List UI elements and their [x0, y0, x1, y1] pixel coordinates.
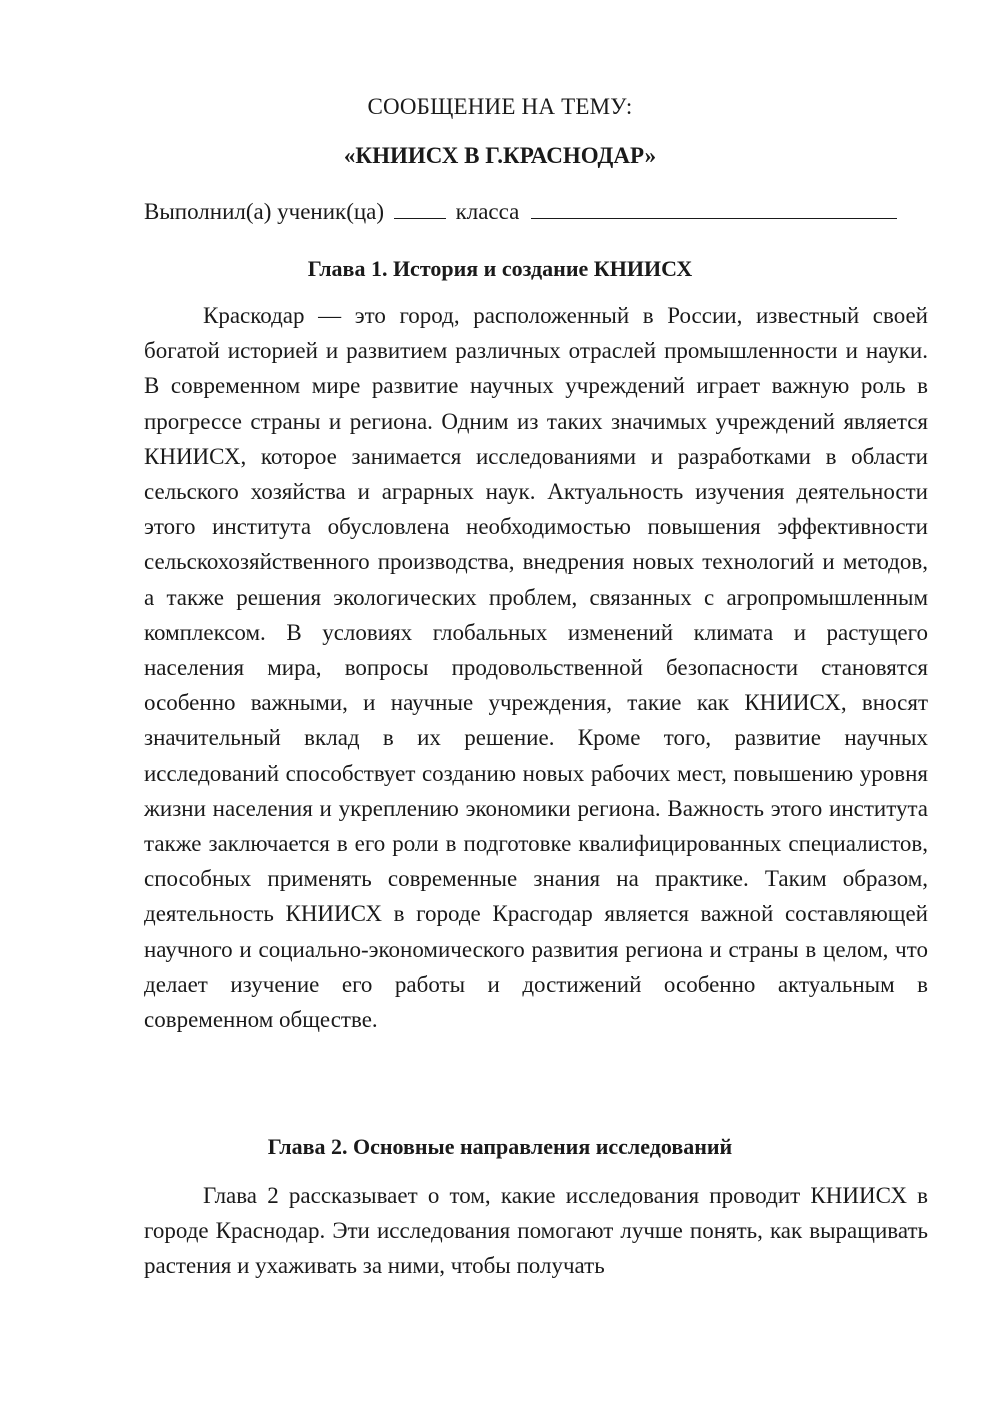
author-line: [144, 198, 934, 226]
document-title-line2: «КНИИСХ В Г.КРАСНОДАР»: [343, 143, 657, 168]
class-name-blank-field: [531, 198, 897, 219]
grade-blank-field: [394, 198, 446, 219]
chapter2-paragraph: Глава 2 рассказывает о том, какие исследования проводит КНИИСХ в городе Краснодар. Эти исследования помогают лучше понять, как выращивать растения и ухаживать за ними, чтобы получать: [144, 1183, 928, 1279]
author-class-label: класса: [455, 199, 520, 224]
chapter1-paragraph: Краскодар — это город, расположенный в России, известный своей богатой историей и развитием различных отраслей промышленности и науки. В современном мире развитие научных учреждений играет важную роль в прогрессе страны и региона. Одним из таких значимых учреждений является КНИИСХ, которое занимается исследованиями и разработками в области сельского хозяйства и аграрных наук. Актуальность изучения деятельности этого института обусловлена необходимостью повышения эффективности сельскохозяйственного производства, внедрения новых технологий и методов, а также решения экологических проблем, связанных с агропромышленным комплексом. В условиях глобальных изменений климата и растущего населения мира, вопросы продовольственной безопасности становятся особенно важными, и научные учреждения, такие как КНИИСХ, вносят значительный вклад в их решение. Кроме того, развитие научных исследований способствует созданию новых рабочих мест, повышению уровня жизни населения и укреплению экономики региона. Важность этого института также заключается в его роли в подготовке квалифицированных специалистов, способных применять современные знания на практике. Таким образом, деятельность КНИИСХ в городе Красгодар является важной составляющей научного и социально-экономического развития региона и страны в целом, что делает изучение его работы и достижений особенно актуальным в современном обществе.: [144, 303, 928, 1033]
chapter1-heading: Глава 1. История и создание КНИИСХ: [307, 256, 693, 281]
author-prefix-label: Выполнил(а) ученик(ца): [144, 199, 385, 224]
document-title-line1: СООБЩЕНИЕ НА ТЕМУ:: [367, 94, 633, 119]
chapter2-heading: Глава 2. Основные направления исследований: [267, 1134, 733, 1159]
